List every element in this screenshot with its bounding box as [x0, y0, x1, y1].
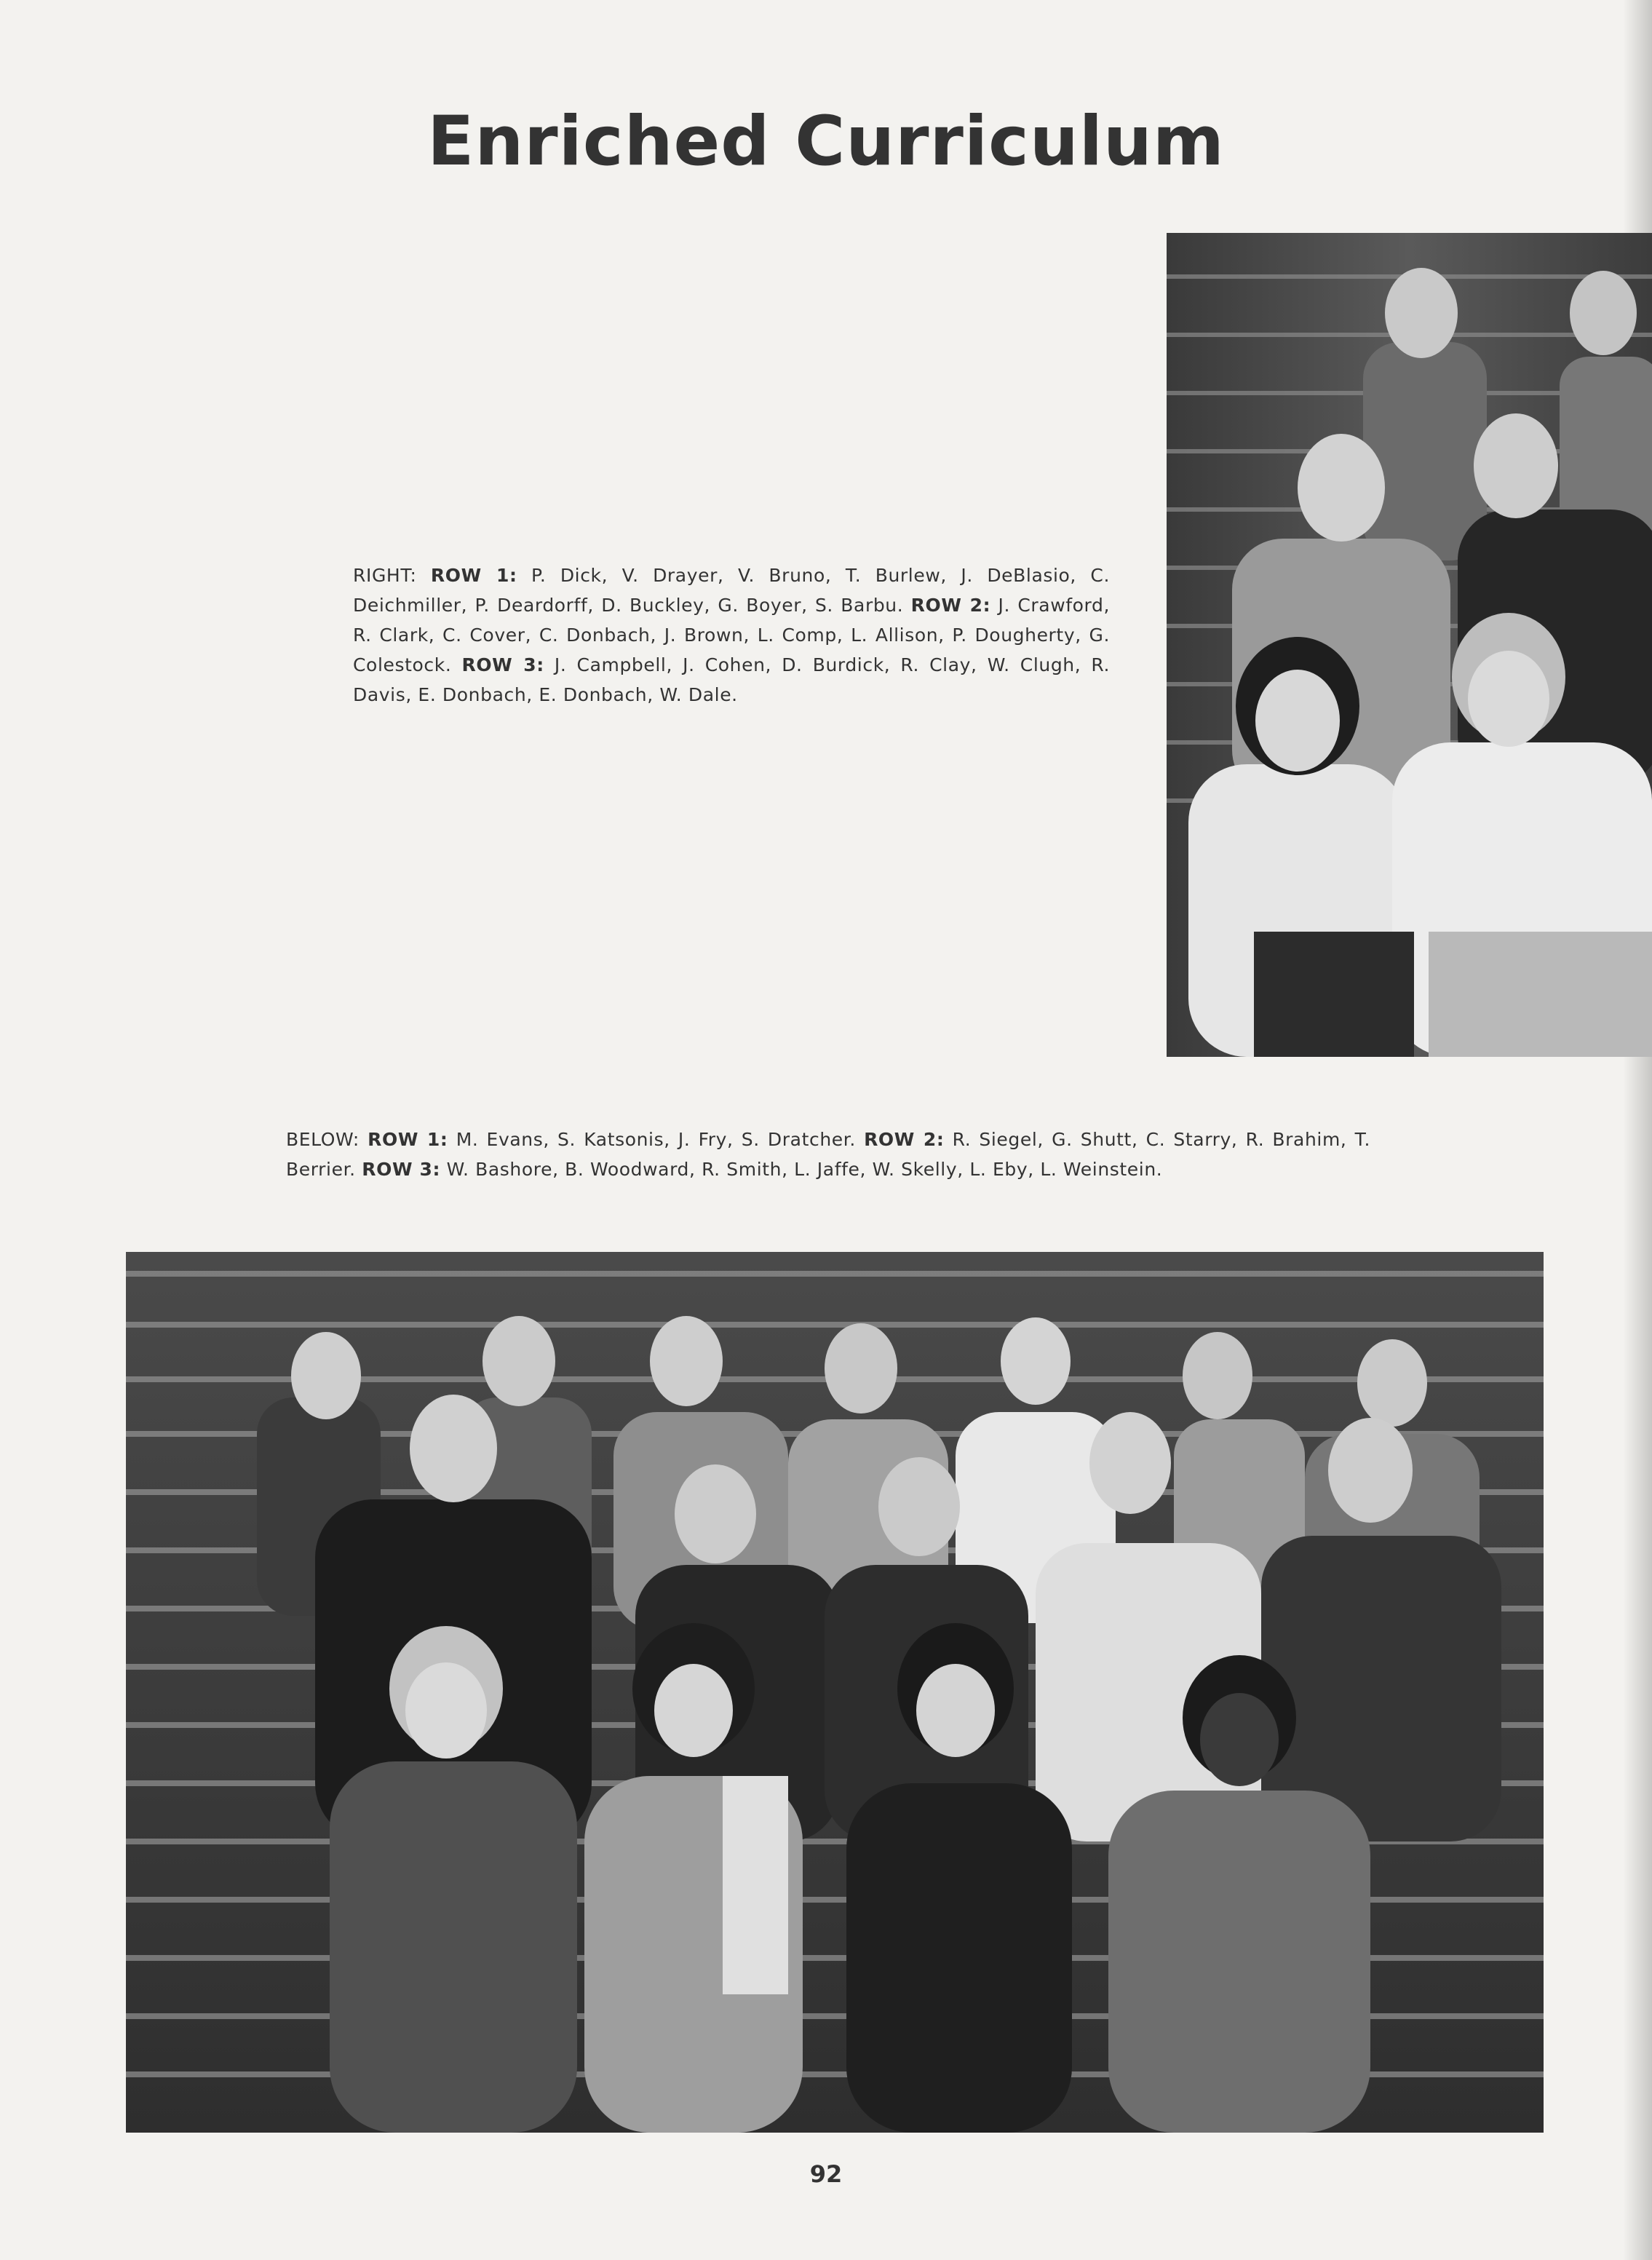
caption-right-row2-label: ROW 2:	[910, 595, 991, 616]
caption-right-row2-names: J. Crawford, R. Clark, C. Cover, C. Donbach, J. Brown, L. Comp, L. Allison, P. Dougherty, G. Colestock.	[353, 595, 1111, 675]
group-photo-right-image	[1167, 233, 1652, 1057]
caption-below-row2-names: R. Siegel, G. Shutt, C. Starry, R. Brahim, T. Berrier.	[286, 1129, 1371, 1180]
caption-right	[353, 560, 1110, 710]
caption-below-row3-label: ROW 3:	[362, 1159, 441, 1180]
caption-right-row3-label: ROW 3:	[461, 654, 544, 675]
page-number: 92	[809, 2160, 843, 2188]
caption-below-row1-label: ROW 1:	[368, 1129, 448, 1150]
group-photo-below-image	[126, 1252, 1544, 2133]
caption-right-row1-label: ROW 1:	[430, 565, 517, 586]
caption-below-row3-names: W. Bashore, B. Woodward, R. Smith, L. Jaffe, W. Skelly, L. Eby, L. Weinstein.	[446, 1159, 1163, 1180]
group-photo-below	[126, 1252, 1544, 2133]
caption-below-row1-names: M. Evans, S. Katsonis, J. Fry, S. Dratcher.	[456, 1129, 856, 1150]
caption-right-lead: RIGHT:	[353, 565, 417, 586]
caption-below	[286, 1125, 1370, 1184]
caption-below-row2-label: ROW 2:	[864, 1129, 945, 1150]
caption-below-lead: BELOW:	[286, 1129, 360, 1150]
caption-right-row3-names: J. Campbell, J. Cohen, D. Burdick, R. Clay, W. Clugh, R. Davis, E. Donbach, E. Donbach, W. Dale.	[353, 654, 1111, 705]
caption-right-row1-names: P. Dick, V. Drayer, V. Bruno, T. Burlew, J. DeBlasio, C. Deichmiller, P. Deardorff, D. Buckley, G. Boyer, S. Barbu.	[353, 565, 1111, 616]
page-title: Enriched Curriculum	[427, 102, 1225, 181]
group-photo-right	[1167, 233, 1652, 1057]
